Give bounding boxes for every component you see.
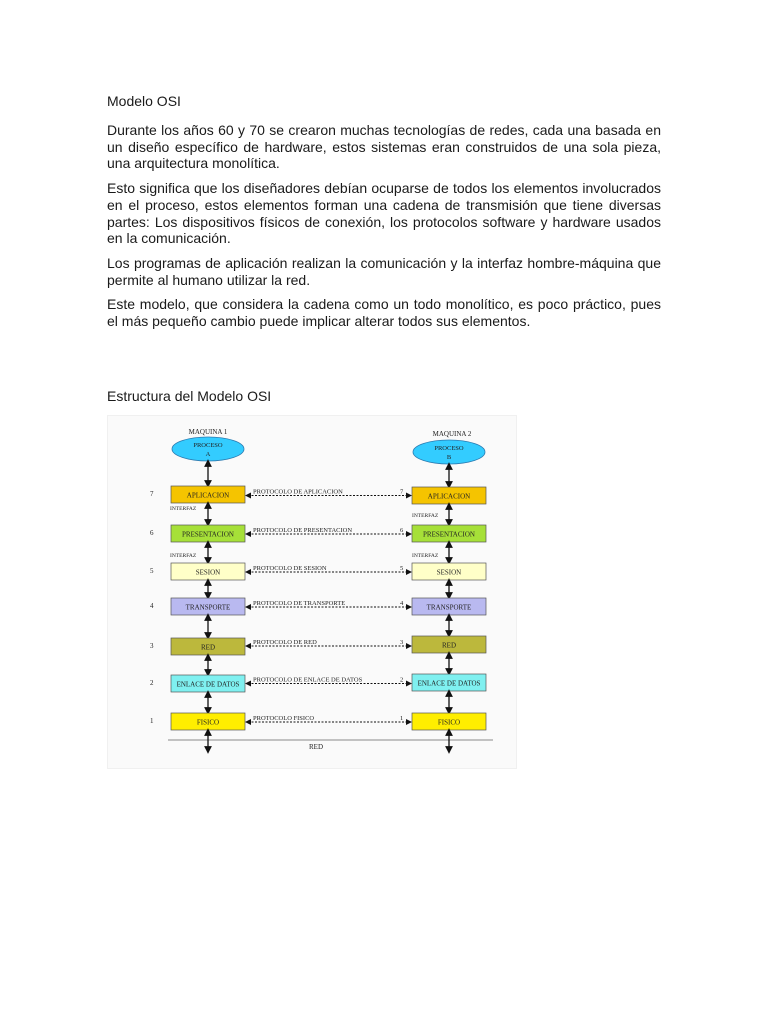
layer-label-right-3: RED [442, 641, 456, 650]
layer-number-5: 5 [150, 567, 154, 575]
protocol-layer-number-3: 3 [400, 639, 404, 646]
layer-number-6: 6 [150, 529, 154, 537]
osi-diagram-svg [108, 416, 516, 768]
machine-2-label: MAQUINA 2 [432, 430, 472, 438]
process-a-label: PROCESO [193, 442, 223, 449]
layer-label-left-4: TRANSPORTE [185, 603, 231, 612]
protocol-layer-number-5: 5 [400, 565, 404, 572]
paragraph-2: Esto significa que los diseñadores debían ocuparse de todos los elementos involucrados en el proceso, estos elementos forman una cadena de transmisión que tiene diversas partes: Los dispositivos físicos de conexión, los protocolos software y hardware usados en la comunicación. [107, 180, 661, 247]
paragraph-3: Los programas de aplicación realizan la comunicación y la interfaz hombre-máquina que permite al humano utilizar la red. [107, 254, 661, 288]
interface-label-right-2: INTERFAZ [412, 553, 439, 559]
layer-label-right-7: APLICACION [427, 492, 471, 501]
process-a-letter: A [205, 451, 211, 458]
layers-group [150, 463, 486, 750]
layer-label-right-1: FISICO [437, 718, 461, 727]
process-b-letter: B [446, 454, 452, 461]
protocol-label-1: PROTOCOLO FISICO [253, 715, 315, 722]
document-title: Modelo OSI [107, 93, 181, 109]
interface-label-right-1: INTERFAZ [412, 513, 439, 519]
network-label: RED [309, 743, 323, 751]
layer-label-left-3: RED [201, 643, 215, 652]
protocol-label-2: PROTOCOLO DE ENLACE DE DATOS [253, 676, 363, 684]
layer-number-3: 3 [150, 642, 154, 650]
protocol-layer-number-7: 7 [400, 488, 404, 496]
process-b-label: PROCESO [434, 445, 464, 452]
document-body [107, 92, 661, 338]
layer-label-left-5: SESION [195, 568, 221, 577]
machine-1-label: MAQUINA 1 [188, 428, 228, 436]
layer-number-7: 7 [150, 490, 154, 498]
section-title: Estructura del Modelo OSI [107, 388, 272, 404]
layer-number-4: 4 [150, 602, 154, 610]
layer-number-1: 1 [150, 717, 154, 725]
layer-number-2: 2 [150, 679, 154, 687]
layer-label-left-7: APLICACION [186, 491, 230, 500]
layer-label-right-5: SESION [436, 568, 462, 577]
interface-label-left-2: INTERFAZ [170, 553, 197, 559]
protocol-layer-number-4: 4 [400, 600, 404, 607]
protocol-label-4: PROTOCOLO DE TRANSPORTE [253, 600, 346, 607]
osi-diagram [107, 415, 517, 769]
protocol-layer-number-6: 6 [400, 527, 404, 534]
paragraph-1: Durante los años 60 y 70 se crearon muchas tecnologías de redes, cada una basada en un diseño específico de hardware, estos sistemas eran construidos de una sola pieza, una arquitectura monolítica. [107, 122, 661, 172]
layer-label-right-6: PRESENTACION [423, 530, 475, 539]
protocol-layer-number-2: 2 [400, 676, 404, 684]
paragraph-4: Este modelo, que considera la cadena como un todo monolítico, es poco práctico, pues el más pequeño cambio puede implicar alterar todos sus elementos. [107, 296, 661, 330]
protocol-label-3: PROTOCOLO DE RED [253, 639, 317, 646]
protocol-label-6: PROTOCOLO DE PRESENTACION [253, 527, 353, 534]
protocol-label-5: PROTOCOLO DE SESION [253, 565, 327, 572]
layer-label-left-2: ENLACE DE DATOS [176, 680, 240, 689]
protocol-layer-number-1: 1 [400, 715, 404, 722]
interface-label-left-1: INTERFAZ [170, 506, 197, 512]
layer-label-right-4: TRANSPORTE [426, 603, 472, 612]
protocol-label-7: PROTOCOLO DE APLICACION [253, 488, 343, 496]
layer-label-right-2: ENLACE DE DATOS [417, 679, 481, 688]
layer-label-left-6: PRESENTACION [182, 530, 234, 539]
layer-label-left-1: FISICO [196, 718, 220, 727]
